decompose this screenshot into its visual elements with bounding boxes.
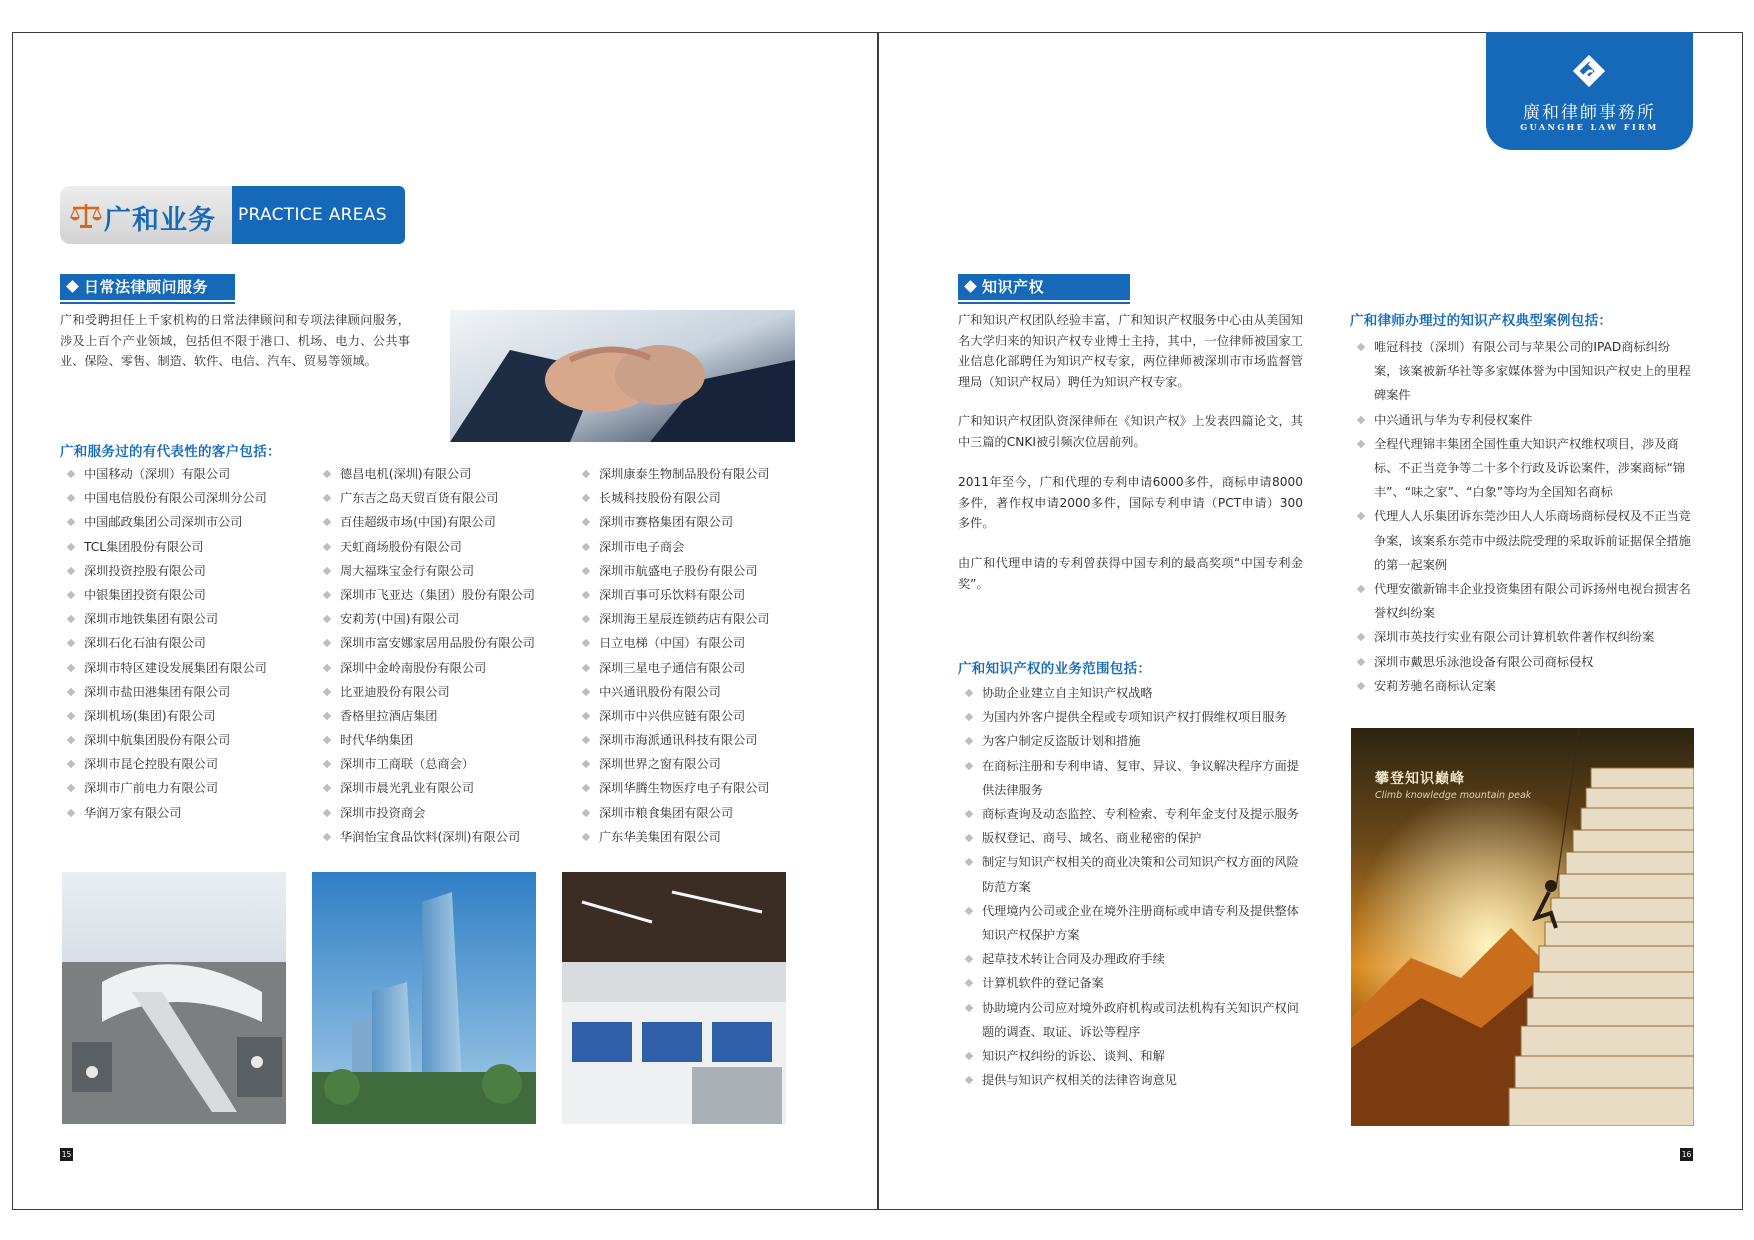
client-list-item: 深圳康泰生物制品股份有限公司 bbox=[577, 462, 827, 486]
ip-paragraph-2: 广和知识产权团队资深律师在《知识产权》上发表四篇论文，其中三篇的CNKI被引频次位居前列。 bbox=[958, 414, 1303, 449]
client-list-item: 中国移动（深圳）有限公司 bbox=[62, 462, 312, 486]
client-list-item: 中国电信股份有限公司深圳分公司 bbox=[62, 486, 312, 510]
client-list-item: 广东华美集团有限公司 bbox=[577, 825, 827, 849]
client-list-item: 深圳市粮食集团有限公司 bbox=[577, 801, 827, 825]
page-number-right: 16 bbox=[1681, 1150, 1692, 1159]
firm-name-en: GUANGHE LAW FIRM bbox=[1520, 122, 1659, 132]
ip-cases-list bbox=[1352, 335, 1694, 698]
case-list-item: 深圳市英技行实业有限公司计算机软件著作权纠纷案 bbox=[1352, 625, 1694, 649]
client-list-item: 深圳海王星辰连锁药店有限公司 bbox=[577, 607, 827, 631]
client-list-item: 深圳市飞亚达（集团）股份有限公司 bbox=[318, 583, 568, 607]
scope-list-item: 协助企业建立自主知识产权战略 bbox=[960, 681, 1310, 705]
diamond-g-logo-icon bbox=[1570, 52, 1608, 90]
client-list-item: 深圳世界之窗有限公司 bbox=[577, 752, 827, 776]
client-list-item: 深圳市投资商会 bbox=[318, 801, 568, 825]
scales-of-justice-icon bbox=[68, 200, 104, 230]
scope-list-item: 在商标注册和专利申请、复审、异议、争议解决程序方面提供法律服务 bbox=[960, 754, 1310, 802]
client-list-item: 百佳超级市场(中国)有限公司 bbox=[318, 510, 568, 534]
scope-heading: 广和知识产权的业务范围包括： bbox=[958, 661, 1152, 677]
page-number-left: 15 bbox=[61, 1150, 72, 1159]
banner-title-cn: 广和业务 bbox=[104, 205, 216, 236]
photo-caption-cn: 攀登知识巅峰 bbox=[1375, 771, 1465, 787]
airport-photo bbox=[62, 872, 286, 1124]
client-list-item: 深圳市广前电力有限公司 bbox=[62, 776, 312, 800]
practice-areas-banner bbox=[60, 186, 405, 244]
client-list-item: 深圳市海派通讯科技有限公司 bbox=[577, 728, 827, 752]
banner-title-en: PRACTICE AREAS bbox=[232, 186, 405, 244]
client-list-item: 中银集团投资有限公司 bbox=[62, 583, 312, 607]
client-list-item: 深圳三星电子通信有限公司 bbox=[577, 656, 827, 680]
client-list-item: 中国邮政集团公司深圳市公司 bbox=[62, 510, 312, 534]
case-list-item: 深圳市戴思乐泳池设备有限公司商标侵权 bbox=[1352, 650, 1694, 674]
client-list-item: 华润万家有限公司 bbox=[62, 801, 312, 825]
page-spine bbox=[877, 32, 879, 1210]
section-heading-label: 日常法律顾问服务 bbox=[84, 278, 209, 296]
client-list-item: 周大福珠宝金行有限公司 bbox=[318, 559, 568, 583]
client-list-item: 深圳市昆仑控股有限公司 bbox=[62, 752, 312, 776]
case-list-item: 代理人人乐集团诉东莞沙田人人乐商场商标侵权及不正当竞争案，该案系东莞市中级法院受理的采取诉前证据保全措施的第一起案例 bbox=[1352, 504, 1694, 577]
office-photo bbox=[562, 872, 786, 1124]
ip-paragraph-1: 广和知识产权团队经验丰富，广和知识产权服务中心由从美国知名大学归来的知识产权专业博士主持，其中，一位律师被国家工业信息化部聘任为知识产权专家，两位律师被深圳市市场监督管理局（知识产权局）聘任为知识产权专家。 bbox=[958, 313, 1303, 389]
client-list-item: 深圳市晨光乳业有限公司 bbox=[318, 776, 568, 800]
client-list-item: 德昌电机(深圳)有限公司 bbox=[318, 462, 568, 486]
client-list-item: 深圳市电子商会 bbox=[577, 535, 827, 559]
case-list-item: 安莉芳驰名商标认定案 bbox=[1352, 674, 1694, 698]
client-list-item: 深圳市特区建设发展集团有限公司 bbox=[62, 656, 312, 680]
client-list-item: 比亚迪股份有限公司 bbox=[318, 680, 568, 704]
scope-list-item: 提供与知识产权相关的法律咨询意见 bbox=[960, 1068, 1310, 1092]
section-heading-label: 知识产权 bbox=[982, 278, 1045, 296]
client-list-item: 深圳百事可乐饮料有限公司 bbox=[577, 583, 827, 607]
ip-scope-list bbox=[960, 681, 1310, 1092]
firm-name-cn: 廣和律師事務所 bbox=[1523, 103, 1656, 123]
client-list-item: 深圳市工商联（总商会） bbox=[318, 752, 568, 776]
diamond-bullet-icon bbox=[66, 280, 79, 293]
client-list-item: 深圳中金岭南股份有限公司 bbox=[318, 656, 568, 680]
scope-list-item: 起草技术转让合同及办理政府手续 bbox=[960, 947, 1310, 971]
photo-caption bbox=[1375, 768, 1531, 801]
section-heading-ip bbox=[958, 274, 1130, 300]
climb-knowledge-photo bbox=[1351, 728, 1694, 1126]
cases-heading: 广和律师办理过的知识产权典型案例包括： bbox=[1350, 313, 1613, 329]
client-list-item: 深圳市中兴供应链有限公司 bbox=[577, 704, 827, 728]
client-list-item: 深圳市盐田港集团有限公司 bbox=[62, 680, 312, 704]
photo-caption-en: Climb knowledge mountain peak bbox=[1375, 790, 1532, 801]
client-list-item: 广东吉之岛天贸百货有限公司 bbox=[318, 486, 568, 510]
client-list-item: 深圳市富安娜家居用品股份有限公司 bbox=[318, 631, 568, 655]
client-list-item: 长城科技股份有限公司 bbox=[577, 486, 827, 510]
section-heading-legal-counsel bbox=[60, 274, 235, 300]
client-list-col1 bbox=[62, 462, 312, 825]
client-list-item: 时代华纳集团 bbox=[318, 728, 568, 752]
diamond-bullet-icon bbox=[964, 280, 977, 293]
case-list-item: 中兴通讯与华为专利侵权案件 bbox=[1352, 408, 1694, 432]
client-list-item: 深圳机场(集团)有限公司 bbox=[62, 704, 312, 728]
ip-paragraph-4: 由广和代理申请的专利曾获得中国专利的最高奖项“中国专利金奖”。 bbox=[958, 556, 1303, 591]
case-list-item: 唯冠科技（深圳）有限公司与苹果公司的IPAD商标纠纷案，该案被新华社等多家媒体誉为中国知识产权史上的里程碑案件 bbox=[1352, 335, 1694, 408]
client-list-item: 深圳中航集团股份有限公司 bbox=[62, 728, 312, 752]
client-list-col3 bbox=[577, 462, 827, 849]
client-list-item: 深圳市赛格集团有限公司 bbox=[577, 510, 827, 534]
scope-list-item: 代理境内公司或企业在境外注册商标或申请专利及提供整体知识产权保护方案 bbox=[960, 899, 1310, 947]
scope-list-item: 知识产权纠纷的诉讼、谈判、和解 bbox=[960, 1044, 1310, 1068]
scope-list-item: 版权登记、商号、域名、商业秘密的保护 bbox=[960, 826, 1310, 850]
firm-logo bbox=[1486, 32, 1693, 150]
scope-list-item: 商标查询及动态监控、专利检索、专利年金支付及提示服务 bbox=[960, 802, 1310, 826]
scope-list-item: 计算机软件的登记备案 bbox=[960, 971, 1310, 995]
client-list-item: 安莉芳(中国)有限公司 bbox=[318, 607, 568, 631]
scope-list-item: 为国内外客户提供全程或专项知识产权打假维权项目服务 bbox=[960, 705, 1310, 729]
case-list-item: 全程代理锦丰集团全国性重大知识产权维权项目，涉及商标、不正当竞争等二十多个行政及诉讼案件，涉案商标“锦丰”、“味之家”、“白象”等均为全国知名商标 bbox=[1352, 432, 1694, 505]
client-list-item: 香格里拉酒店集团 bbox=[318, 704, 568, 728]
legal-counsel-intro: 广和受聘担任上千家机构的日常法律顾问和专项法律顾问服务，涉及上百个产业领域，包括但不限于港口、机场、电力、公共事业、保险、零售、制造、软件、电信、汽车、贸易等领域。 bbox=[60, 313, 410, 368]
client-list-item: 中兴通讯股份有限公司 bbox=[577, 680, 827, 704]
client-list-item: 深圳投资控股有限公司 bbox=[62, 559, 312, 583]
client-list-item: 深圳石化石油有限公司 bbox=[62, 631, 312, 655]
skyscraper-photo bbox=[312, 872, 536, 1124]
client-list-item: 深圳市航盛电子股份有限公司 bbox=[577, 559, 827, 583]
ip-paragraph-3: 2011年至今，广和代理的专利申请6000多件，商标申请8000多件，著作权申请2000多件，国际专利申请（PCT申请）300多件。 bbox=[958, 475, 1303, 530]
client-list-item: 深圳市地铁集团有限公司 bbox=[62, 607, 312, 631]
scope-list-item: 为客户制定反盗版计划和措施 bbox=[960, 729, 1310, 753]
client-list-item: 日立电梯（中国）有限公司 bbox=[577, 631, 827, 655]
client-list-item: 天虹商场股份有限公司 bbox=[318, 535, 568, 559]
client-list-item: 华润怡宝食品饮料(深圳)有限公司 bbox=[318, 825, 568, 849]
scope-list-item: 协助境内公司应对境外政府机构或司法机构有关知识产权问题的调查、取证、诉讼等程序 bbox=[960, 996, 1310, 1044]
scope-list-item: 制定与知识产权相关的商业决策和公司知识产权方面的风险防范方案 bbox=[960, 850, 1310, 898]
clients-heading: 广和服务过的有代表性的客户包括： bbox=[60, 444, 281, 460]
client-list-item: 深圳华腾生物医疗电子有限公司 bbox=[577, 776, 827, 800]
case-list-item: 代理安徽新锦丰企业投资集团有限公司诉扬州电视台损害名誉权纠纷案 bbox=[1352, 577, 1694, 625]
handshake-photo bbox=[450, 310, 795, 442]
client-list-col2 bbox=[318, 462, 568, 849]
client-list-item: TCL集团股份有限公司 bbox=[62, 535, 312, 559]
